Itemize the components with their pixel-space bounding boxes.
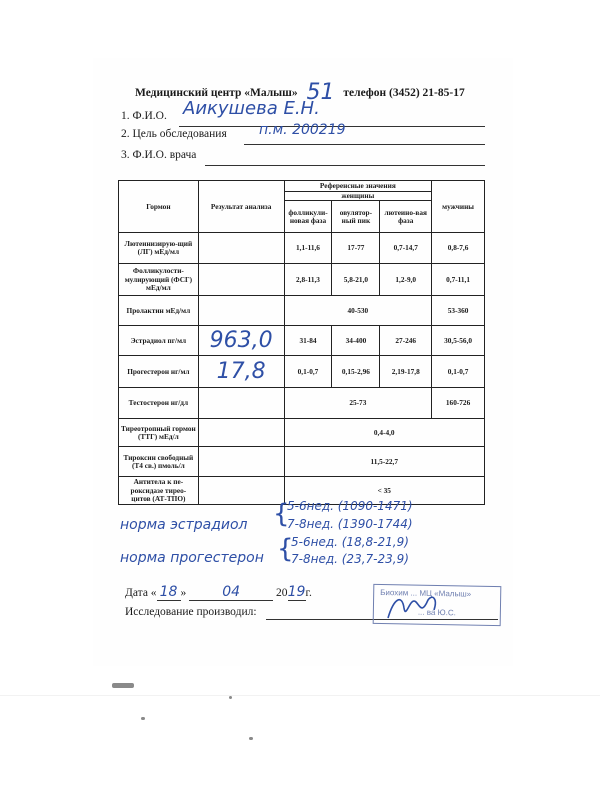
ref-women-all: 25-73: [284, 388, 432, 419]
purpose-row: [121, 122, 346, 140]
result-cell: [198, 296, 284, 326]
col-follicular: фолликули-новая фаза: [284, 201, 332, 233]
table-row: [119, 447, 485, 477]
col-hormone: Гормон: [119, 181, 199, 233]
ref-luteal: 1,2-9,0: [380, 264, 432, 296]
note-progesterone-value: 5-6нед. (18,8-21,9): [291, 535, 409, 549]
table-row: [119, 264, 485, 296]
date-row: [125, 584, 312, 601]
result-cell: [198, 419, 284, 447]
note-progesterone-value: 7-8нед. (23,7-23,9): [291, 552, 409, 566]
hormone-table: [118, 180, 485, 505]
col-reference: Референсные значения: [284, 181, 432, 192]
date-year-prefix: 20: [276, 587, 288, 599]
doctor-row: [121, 149, 196, 161]
fio-label: 1. Ф.И.О.: [121, 110, 167, 122]
ref-ovulatory: 34-400: [332, 326, 380, 356]
ref-ovulatory: 0,15-2,96: [332, 356, 380, 388]
brace-icon: {: [277, 534, 294, 564]
date-day: 18: [157, 584, 181, 601]
table-row: [119, 233, 485, 264]
result-cell: [198, 388, 284, 419]
result-cell: [198, 447, 284, 477]
ref-all: 0,4-4,0: [284, 419, 484, 447]
hormone-name: Пролактин мЕд/мл: [119, 296, 199, 326]
result-handwritten: 17,8: [216, 359, 266, 385]
hormone-name: Тестостерон нг/дл: [119, 388, 199, 419]
signature-icon: [384, 588, 444, 624]
ref-men: 0,1-0,7: [432, 356, 485, 388]
ref-men: 160-726: [432, 388, 485, 419]
stamp-line: Биохим ... МЦ «Малыш»: [380, 588, 472, 599]
date-prefix: Дата «: [125, 587, 157, 599]
purpose-label: 2. Цель обследования: [121, 128, 227, 140]
hormone-name: Фолликулости-мулирующий (ФСГ) мЕд/мл: [119, 264, 199, 296]
date-suffix: г.: [305, 587, 312, 599]
table-row: [119, 419, 485, 447]
result-handwritten: 963,0: [209, 328, 273, 354]
ref-luteal: 0,7-14,7: [380, 233, 432, 264]
purpose-value: п.м. 200219: [259, 122, 346, 138]
ref-men: 53-360: [432, 296, 485, 326]
ref-men: 30,5-56,0: [432, 326, 485, 356]
note-estradiol-value: 7-8нед. (1390-1744): [287, 517, 413, 531]
table-row: [119, 296, 485, 326]
col-result: Результат анализа: [198, 181, 284, 233]
hormone-name: Тиреотропный гормон (ТТГ) мЕд/л: [119, 419, 199, 447]
date-mid: »: [180, 587, 187, 599]
doctor-underline: [205, 149, 485, 166]
result-cell: [198, 233, 284, 264]
result-cell: [198, 356, 284, 388]
date-year: 19: [287, 584, 306, 600]
ref-women-all: 40-530: [284, 296, 432, 326]
hormone-name: Антитела к пе-роксидазе тирео-цитов (АТ-ТПО): [119, 477, 199, 505]
ref-follicular: 1,1-11,6: [284, 233, 332, 264]
result-cell: [198, 326, 284, 356]
table-row: [119, 326, 485, 356]
note-estradiol-label: норма эстрадиол: [120, 517, 248, 533]
date-month: 04: [189, 584, 273, 601]
doctor-label: 3. Ф.И.О. врача: [121, 149, 197, 161]
ref-luteal: 27-246: [380, 326, 432, 356]
scan-fold-line: [0, 695, 600, 696]
col-women: женщины: [284, 192, 432, 201]
note-progesterone-label: норма прогестерон: [120, 550, 264, 566]
scan-blot: [229, 696, 232, 699]
fio-row: [121, 98, 320, 122]
stamp-line: ... ва Ю.С.: [417, 607, 456, 618]
scan-blot: [141, 717, 145, 720]
result-cell: [198, 264, 284, 296]
ref-follicular: 31-84: [284, 326, 332, 356]
handwritten-notes: [115, 497, 495, 569]
note-estradiol-value: 5-6нед. (1090-1471): [287, 499, 413, 513]
ref-all: < 35: [284, 477, 484, 505]
brace-icon: {: [273, 499, 290, 529]
col-men: мужчины: [432, 181, 485, 233]
ref-all: 11,5-22,7: [284, 447, 484, 477]
hormone-name: Эстрадиол пг/мл: [119, 326, 199, 356]
table-row: [119, 356, 485, 388]
col-luteal: лютеино-вая фаза: [380, 201, 432, 233]
hormone-name: Прогестерон нг/мл: [119, 356, 199, 388]
handwritten-number: 51: [306, 80, 335, 105]
ref-ovulatory: 5,8-21,0: [332, 264, 380, 296]
hormone-name: Тироксин свободный (Т4 св.) пмоль/л: [119, 447, 199, 477]
ref-ovulatory: 17-77: [332, 233, 380, 264]
performed-by-label: Исследование производил:: [125, 606, 257, 618]
ref-follicular: 2,8-11,3: [284, 264, 332, 296]
ref-men: 0,8-7,6: [432, 233, 485, 264]
scan-blot: [249, 737, 253, 740]
scan-blot: [112, 683, 134, 688]
col-ovulatory: овулятор-ный пик: [332, 201, 380, 233]
ref-follicular: 0,1-0,7: [284, 356, 332, 388]
clinic-phone: телефон (3452) 21-85-17: [343, 87, 465, 99]
hormone-name: Лютеинизирую-щий (ЛГ) мЕд/мл: [119, 233, 199, 264]
clinic-name: Медицинский центр «Малыш»: [135, 87, 298, 99]
ref-luteal: 2,19-17,8: [380, 356, 432, 388]
fio-value: Аикушева Е.Н.: [183, 98, 320, 119]
table-row: [119, 388, 485, 419]
ref-men: 0,7-11,1: [432, 264, 485, 296]
